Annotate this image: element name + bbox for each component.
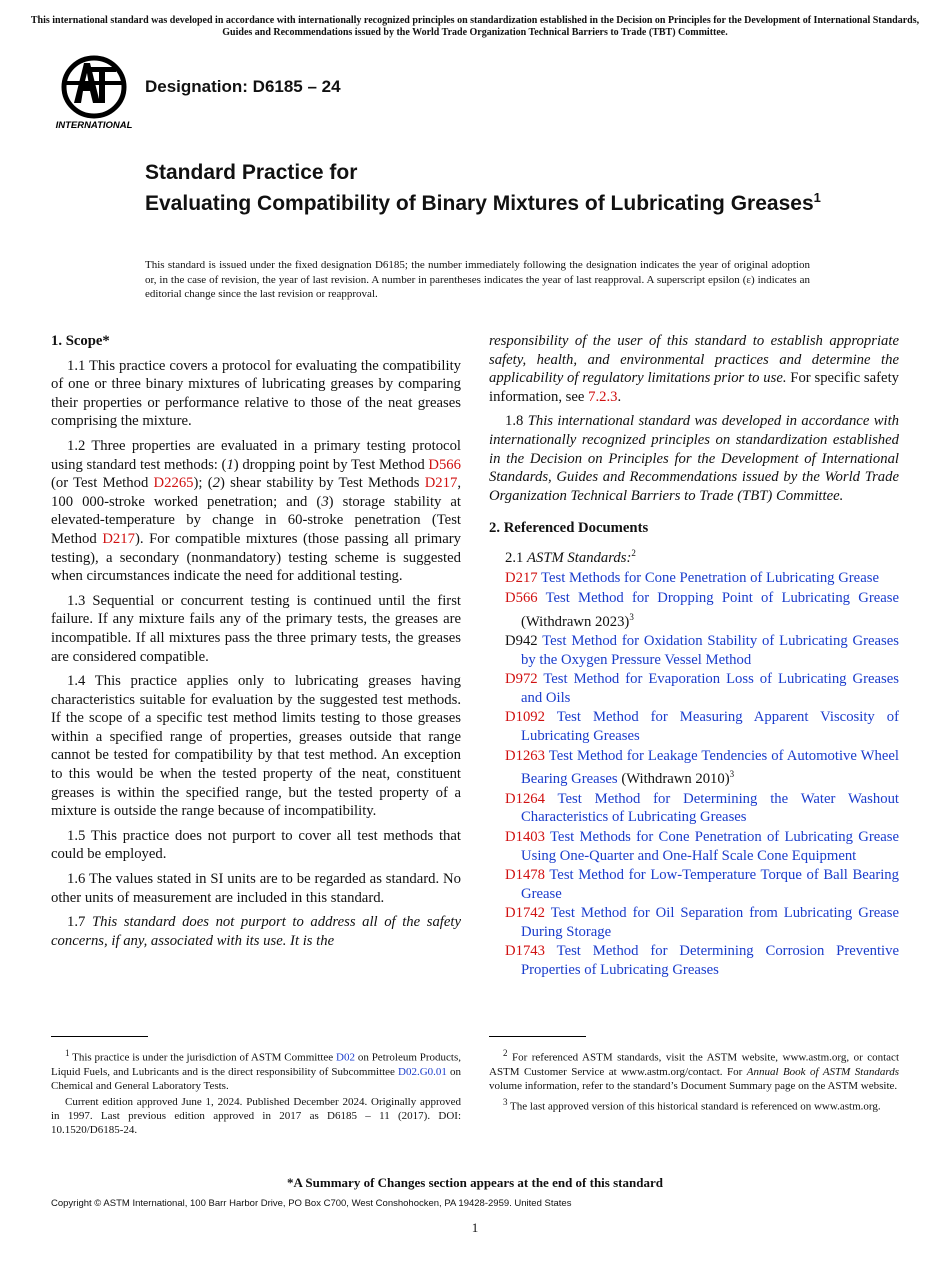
text: Annual Book of ASTM Standards [746,1065,899,1078]
footnotes-right [489,1046,899,1115]
link-d02-g0-01[interactable]: D02.G0.01 [398,1065,447,1078]
text: ) dropping point by Test Method [233,456,429,473]
text: For referenced ASTM standards, visit the ASTM website, www.astm.org, or contact ASTM Customer Service at www.astm.org/contact. For [489,1051,899,1078]
reference-code[interactable]: D972 [505,671,538,688]
text: 3 [321,493,329,510]
footnote-3 [489,1095,899,1114]
reference-title-link[interactable]: Test Methods for Cone Penetration of Lubricating Grease Using One-Quarter and One-Half Scale Cone Equipment [521,828,899,864]
reference-title-link[interactable]: Test Method for Oxidation Stability of Lubricating Greases by the Oxygen Pressure Vessel Method [521,633,899,668]
reference-title-link[interactable]: Test Method for Measuring Apparent Viscosity of Lubricating Greases [521,709,899,745]
link-d217[interactable]: D217 [424,475,458,492]
page-number: 1 [471,1220,479,1235]
para-1-7-cont [489,332,899,406]
text: 1.8 [505,413,528,430]
reference-title-link[interactable]: Test Method for Low-Temperature Torque of Ball Bearing Grease [521,867,899,902]
link-d566[interactable]: D566 [428,456,461,473]
left-column [51,332,461,950]
reference-item [505,828,899,865]
right-column [489,332,899,981]
reference-code[interactable]: D1742 [505,905,545,922]
reference-item [505,569,899,588]
reference-code[interactable]: D1264 [505,790,545,807]
para-1-2 [51,437,461,586]
astm-logo [52,55,136,131]
scope-heading: 1. Scope* [51,333,110,349]
reference-code[interactable]: D1743 [505,943,545,960]
copyright: Copyright © ASTM International, 100 Barr Harbor Drive, PO Box C700, West Conshohocken, PA 19428-2959. United States [51,1198,572,1209]
text: The last approved version of this historical standard is referenced on www.astm.org. [507,1100,881,1113]
para-1-3: 1.3 Sequential or concurrent testing is continued until the first failure. If any mixture fails any of the primary tests, the greases are incompatible. If all mixtures pass the three primary tests, the greases are considered compatible. [51,592,461,665]
title-line-2: Evaluating Compatibility of Binary Mixtures of Lubricating Greases [145,192,814,215]
reference-title-link[interactable]: Test Method for Dropping Point of Lubricating Grease [537,590,899,607]
reference-item [505,670,899,707]
reference-item [505,904,899,941]
text: on Petroleum Products, Liquid Fuels, and Lubricants and is the direct responsibility of Subcommittee [51,1051,461,1078]
reference-status: (Withdrawn 2023) [521,613,630,630]
text: ); ( [193,475,213,492]
text: ASTM Standards: [527,549,632,566]
para-1-4: 1.4 This practice applies only to lubricating greases having characteristics suitable for evaluation by the suggested test methods. If the scope of a specific test method limits testing to those greases within a specified range of properties, greases outside that range cannot be tested for compatibility by that test method. An exception to this would be when the tested property of the neat, constituent greases is within the specified range, but the tested property of a mixture is outside the range because of incompatibility. [51,673,461,820]
reference-item [505,632,899,669]
text: ). For compatible mixtures (those passing all primary testing), a secondary (nonmandatory) testing scheme is suggested when circumstances indicate the need for additional testing. [51,530,461,585]
summary-note: *A Summary of Changes section appears at the end of this standard [287,1175,663,1190]
references-heading: 2. Referenced Documents [489,520,649,537]
title-line-1: Standard Practice for [145,161,358,184]
top-notice: This international standard was developed in accordance with internationally recognized principles on standardization established in the Decision on Principles for the Development of International Standards, Guides and Recommendations issued by the World Trade Organization Technical Barriers to Trade (TBT) Committee. [30,15,920,38]
text: For specific safety information, see [489,370,899,405]
text: ) shear stability by Test Methods [219,475,425,492]
link-d217-2[interactable]: D217 [102,530,135,547]
designation: Designation: D6185 – 24 [145,77,341,96]
footnote-rule-right [489,1036,586,1037]
text: 1.2 Three properties are evaluated in a primary testing protocol using standard test methods: ( [51,437,461,473]
reference-item [505,866,899,903]
reference-title-link[interactable]: Test Method for Determining Corrosion Preventive Properties of Lubricating Greases [521,943,899,979]
astm-logo-icon [52,55,136,131]
reference-code[interactable]: D1263 [505,747,545,764]
reference-title-link[interactable]: Test Method for Determining the Water Washout Characteristics of Lubricating Greases [521,790,899,826]
reference-item [505,942,899,979]
link-7-2-3[interactable]: 7.2.3 [588,388,618,405]
footnote-mark: 3 [503,1096,508,1107]
para-1-5: 1.5 This practice does not purport to cover all test methods that could be employed. [51,827,461,863]
link-d2265[interactable]: D2265 [153,475,194,492]
reference-list [489,569,899,979]
reference-title-link[interactable]: Test Method for Oil Separation from Lubricating Grease During Storage [521,905,899,940]
reference-title-link[interactable]: Test Methods for Cone Penetration of Lubricating Grease [537,570,879,587]
link-d02[interactable]: D02 [336,1051,355,1064]
issued-note: This standard is issued under the fixed designation D6185; the number immediately following the designation indicates the year of original adoption or, in the case of revision, the year of last revision. A number in parentheses indicates the year of last reapproval. A superscript epsilon (ε) indicates an editorial change since the last revision or reapproval. [145,259,810,300]
reference-code[interactable]: D1403 [505,828,545,845]
text: 2.1 [505,549,528,566]
reference-code[interactable]: D1092 [505,709,545,726]
para-1-6: 1.6 The values stated in SI units are to be regarded as standard. No other units of measurement are included in this standard. [51,871,461,906]
footnote-mark: 3 [629,611,634,622]
page-title [145,160,845,216]
footnote-mark: 2 [503,1048,508,1058]
reference-item [505,589,899,631]
footnotes-left [51,1046,461,1139]
reference-title-link[interactable]: Test Method for Leakage Tendencies of Automotive Wheel Bearing Greases [521,747,899,788]
para-1-7 [51,913,461,950]
text: 1.7 [67,914,92,931]
reference-title-link[interactable]: Test Method for Evaporation Loss of Lubricating Greases and Oils [521,671,899,706]
text: 1 [226,456,234,473]
text: , 100 000-stroke worked penetration; and ( [51,475,462,510]
reference-code: D942 [505,633,538,650]
para-2-1 [489,544,899,567]
reference-item [505,747,899,789]
footnote-mark: 1 [65,1048,70,1058]
logo-text: INTERNATIONAL [55,120,133,131]
title-footnote-mark: 1 [813,190,821,205]
reference-item [505,708,899,745]
footnote-mark: 3 [729,769,735,780]
reference-code[interactable]: D1478 [505,867,545,884]
text: This international standard was developed in accordance with internationally recognized principles on standardization established in the Decision on Principles for the Development of International Standards, Guides and Recommendations issued by the World Trade Organization Technical Barriers to Trade (TBT) Committee. [489,413,899,504]
reference-code[interactable]: D566 [505,590,538,607]
footnote-rule-left [51,1036,148,1037]
footnote-2 [489,1046,899,1093]
reference-code[interactable]: D217 [505,570,538,587]
text: . [617,388,622,405]
text: This standard does not purport to address all of the safety concerns, if any, associated with its use. It is the [51,914,461,949]
footnote-mark: 2 [631,547,636,558]
text: volume information, refer to the standard’s Document Summary page on the ASTM website. [489,1079,898,1092]
text: 2 [212,475,220,492]
para-1-1: 1.1 This practice covers a protocol for evaluating the compatibility of one or three binary mixtures of lubricating greases by comparing their properties or performance relative to those of the neat greases comprising the mixture. [51,357,461,430]
footnote-1 [51,1046,461,1093]
footnote-1-edition: Current edition approved June 1, 2024. Published December 2024. Originally approved in 1997. Last previous edition approved in 2017 as D6185 – 11 (2017). DOI: 10.1520/D6185-24. [51,1095,461,1136]
para-1-7-cont-italic: responsibility of the user of this standard to establish appropriate safety, health, and environmental practices and determine the applicability of regulatory limitations prior to use. [489,333,899,387]
text: (or Test Method [51,475,154,492]
reference-status: (Withdrawn 2010) [617,771,730,788]
para-1-8 [489,412,899,505]
text: on Chemical and General Laboratory Tests. [51,1065,462,1092]
reference-item [505,790,899,827]
text: ) storage stability at elevated-temperature by change in 60-stroke penetration (Test Method [51,493,462,547]
text: This practice is under the jurisdiction of ASTM Committee [69,1051,337,1064]
